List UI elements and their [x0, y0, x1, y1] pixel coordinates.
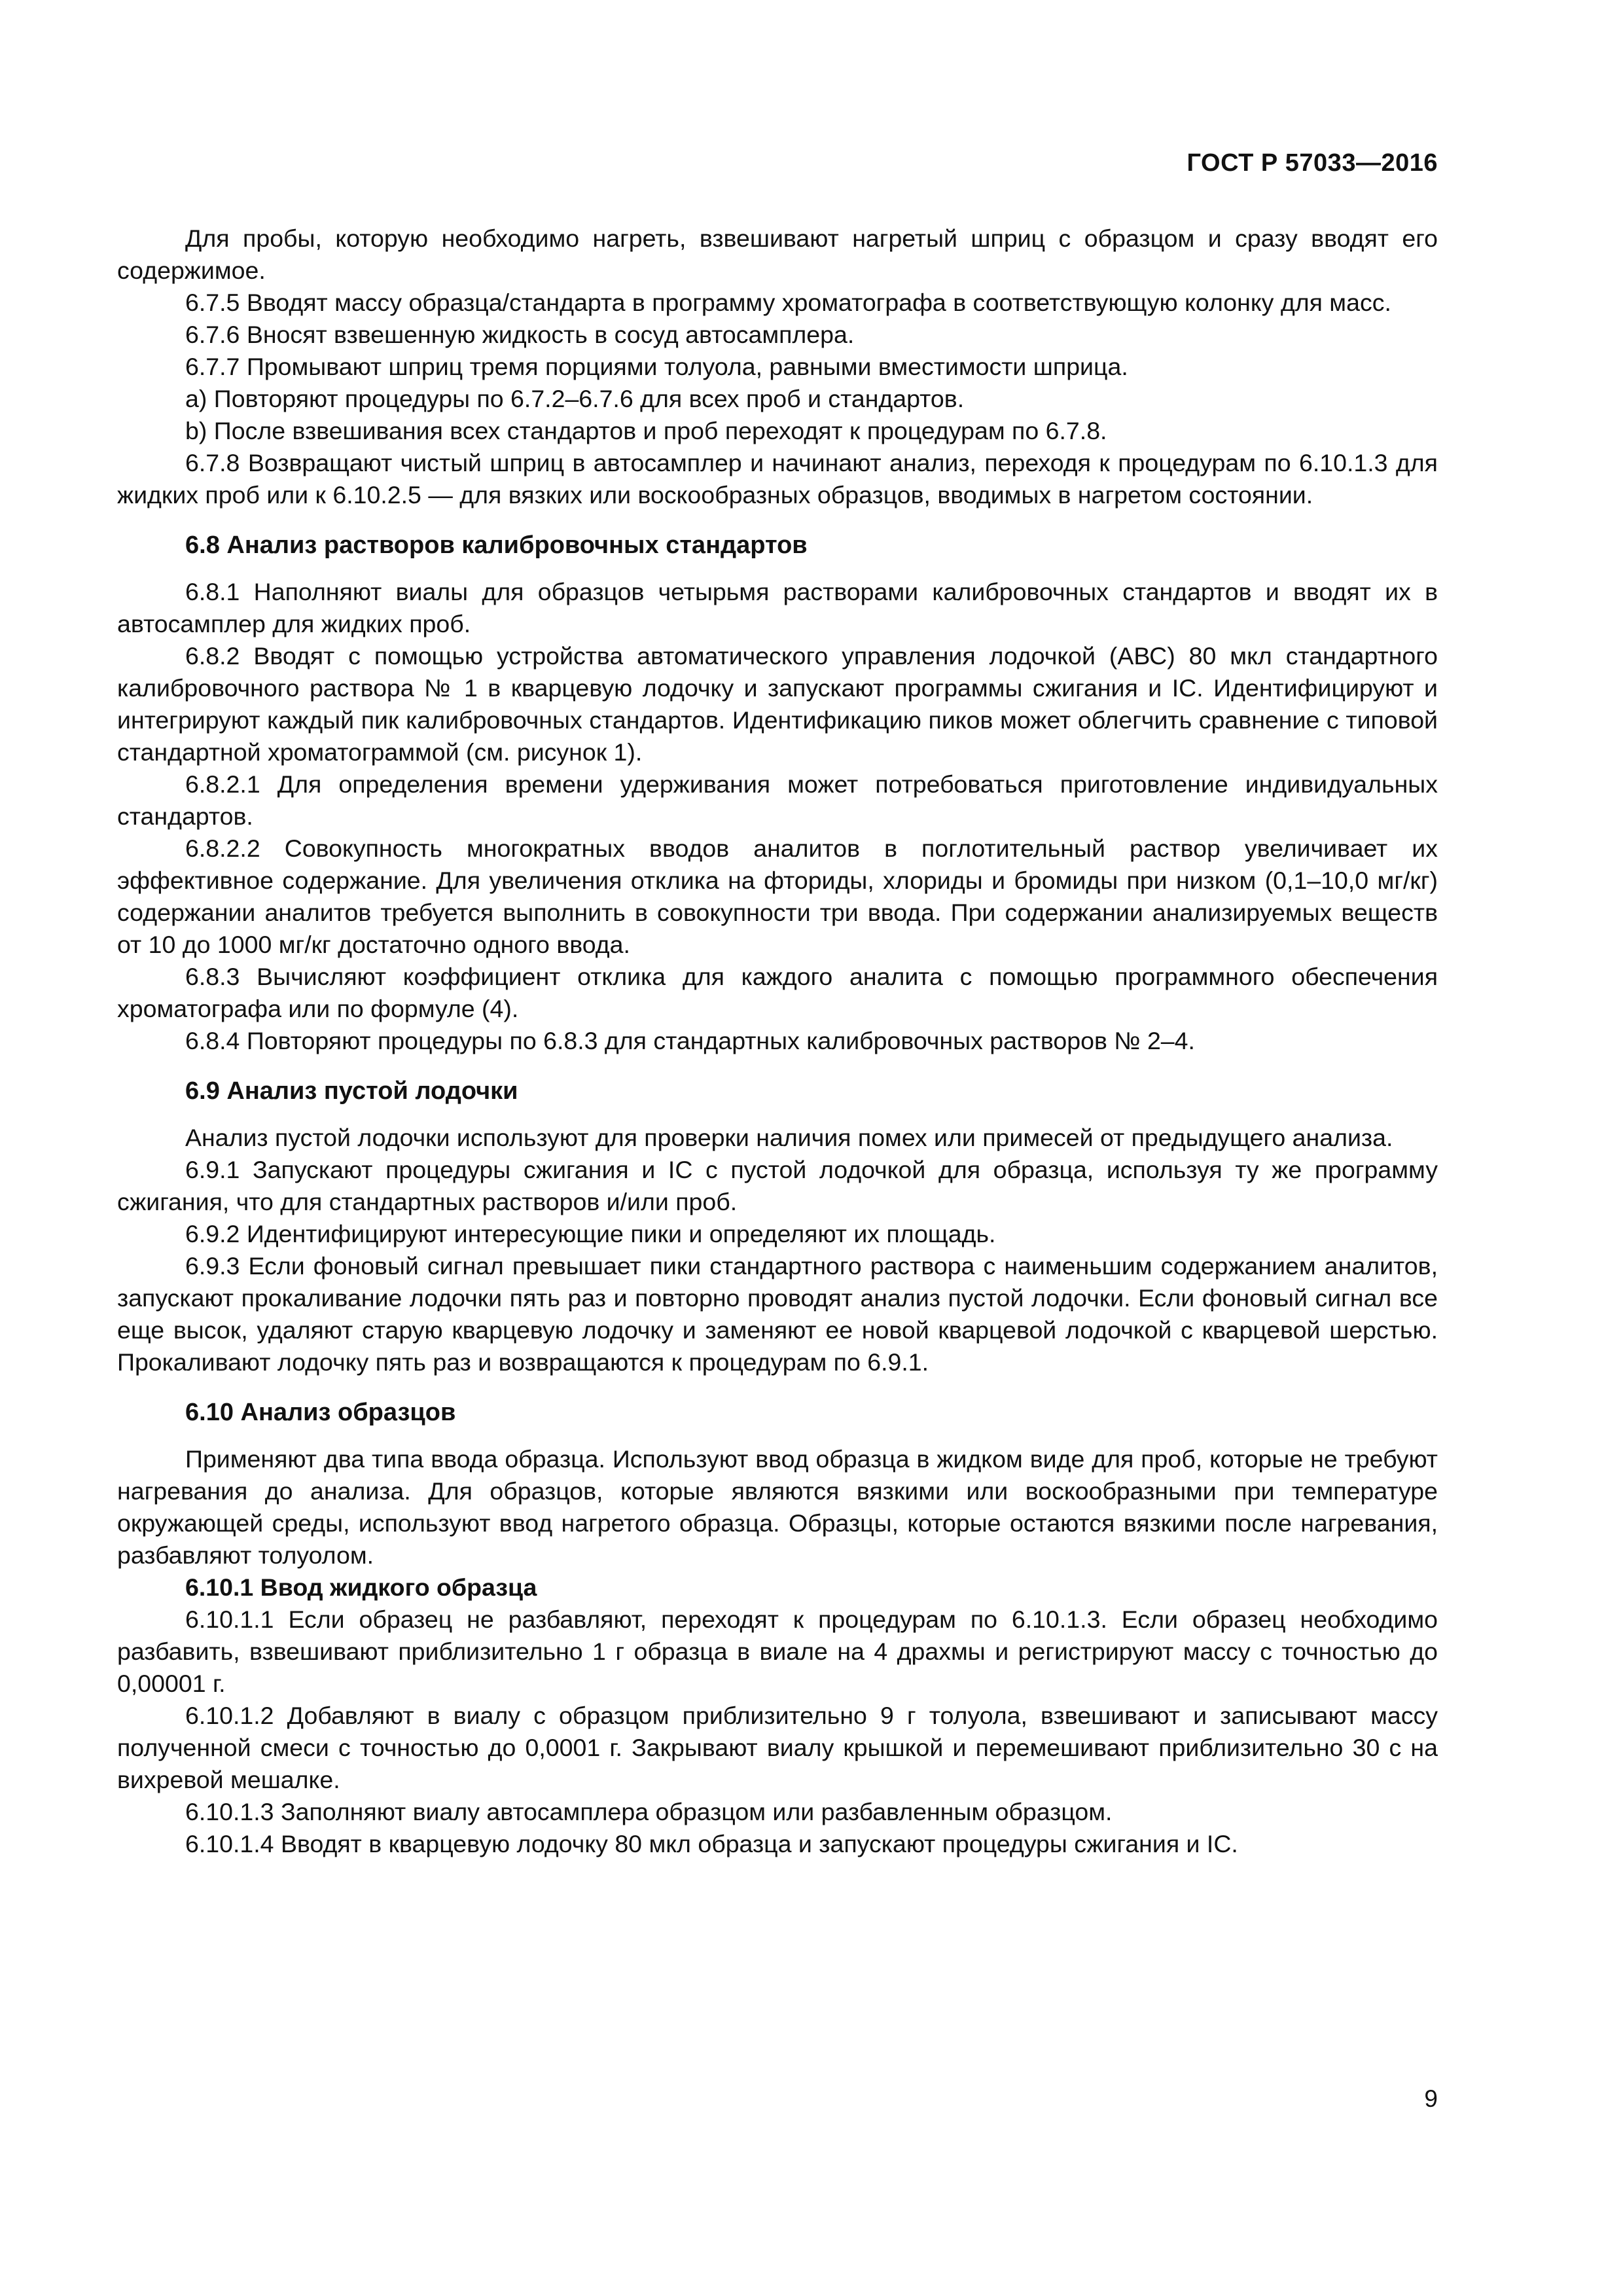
- paragraph: 6.9.3 Если фоновый сигнал превышает пики стандартного раствора с наименьшим содержанием аналитов, запускают прокаливание лодочки пять раз и повторно проводят анализ пустой лодочки. Если фоновый сигнал все еще высок, удаляют старую кварцевую лодочку и заменяют ее новой кварцевой лодочкой с кварцевой шерстью. Прокаливают лодочку пять раз и возвращаются к процедурам по 6.9.1.: [117, 1252, 1438, 1376]
- paragraph: 6.8.3 Вычисляют коэффициент отклика для каждого аналита с помощью программного обеспечения хроматографа или по формуле (4).: [117, 963, 1438, 1022]
- paragraph: 6.8.4 Повторяют процедуры по 6.8.3 для стандартных калибровочных растворов № 2–4.: [185, 1027, 1195, 1054]
- paragraph: 6.9.1 Запускают процедуры сжигания и IC с пустой лодочкой для образца, используя ту же программу сжигания, что для стандартных растворов и/или проб.: [117, 1156, 1438, 1215]
- paragraph: Анализ пустой лодочки используют для проверки наличия помех или примесей от предыдущего анализа.: [185, 1124, 1393, 1151]
- paragraph: 6.7.5 Вводят массу образца/стандарта в программу хроматографа в соответствующую колонку для масс.: [185, 289, 1391, 316]
- section-heading-6-8: 6.8 Анализ растворов калибровочных стандартов: [185, 531, 808, 559]
- paragraph: a) Повторяют процедуры по 6.7.2–6.7.6 для всех проб и стандартов.: [185, 385, 965, 412]
- section-heading-6-10: 6.10 Анализ образцов: [185, 1399, 456, 1426]
- paragraph: b) После взвешивания всех стандартов и проб переходят к процедурам по 6.7.8.: [185, 417, 1107, 444]
- paragraph: 6.8.2.2 Совокупность многократных вводов аналитов в поглотительный раствор увеличивает их эффективное содержание. Для увеличения отклика на фториды, хлориды и бромиды при низком (0,1–10,0 мг/кг) содержании аналитов требуется выполнить в совокупности три ввода. При содержании анализируемых веществ от 10 до 1000 мг/кг достаточно одного ввода.: [117, 834, 1438, 958]
- paragraph: Применяют два типа ввода образца. Используют ввод образца в жидком виде для проб, которые не требуют нагревания до анализа. Для образцов, которые являются вязкими или воскообразными при температуре окружающей среды, используют ввод нагретого образца. Образцы, которые остаются вязкими после нагревания, разбавляют толуолом.: [117, 1445, 1438, 1569]
- paragraph: 6.7.8 Возвращают чистый шприц в автосамплер и начинают анализ, переходя к процедурам по 6.10.1.3 для жидких проб или к 6.10.2.5 — для вязких или воскообразных образцов, вводимых в нагретом состоянии.: [117, 449, 1438, 509]
- paragraph: 6.8.2.1 Для определения времени удерживания может потребоваться приготовление индивидуальных стандартов.: [117, 770, 1438, 830]
- section-heading-6-9: 6.9 Анализ пустой лодочки: [185, 1077, 518, 1105]
- paragraph: 6.10.1.3 Заполняют виалу автосамплера образцом или разбавленным образцом.: [185, 1798, 1113, 1825]
- subsection-heading-6-10-1: 6.10.1 Ввод жидкого образца: [185, 1573, 537, 1601]
- paragraph: 6.10.1.1 Если образец не разбавляют, переходят к процедурам по 6.10.1.3. Если образец необходимо разбавить, взвешивают приблизительно 1 г образца в виале на 4 драхмы и регистрируют массу с точностью до 0,00001 г.: [117, 1605, 1438, 1697]
- document-body: [117, 223, 1438, 1860]
- paragraph: Для пробы, которую необходимо нагреть, взвешивают нагретый шприц с образцом и сразу вводят его содержимое.: [117, 224, 1438, 284]
- paragraph: 6.7.6 Вносят взвешенную жидкость в сосуд автосамплера.: [185, 321, 855, 348]
- paragraph: 6.8.1 Наполняют виалы для образцов четырьмя растворами калибровочных стандартов и вводят их в автосамплер для жидких проб.: [117, 578, 1438, 637]
- paragraph: 6.7.7 Промывают шприц тремя порциями толуола, равными вместимости шприца.: [185, 353, 1128, 380]
- document-code-header: ГОСТ Р 57033—2016: [1186, 149, 1438, 177]
- paragraph: 6.8.2 Вводят с помощью устройства автоматического управления лодочкой (АВС) 80 мкл стандартного калибровочного раствора № 1 в кварцевую лодочку и запускают программы сжигания и IC. Идентифицируют и интегрируют каждый пик калибровочных стандартов. Идентификацию пиков может облегчить сравнение с типовой стандартной хроматограммой (см. рисунок 1).: [117, 642, 1438, 766]
- page-number: 9: [1424, 2085, 1438, 2112]
- paragraph: 6.10.1.2 Добавляют в виалу с образцом приблизительно 9 г толуола, взвешивают и записывают массу полученной смеси с точностью до 0,0001 г. Закрывают виалу крышкой и перемешивают приблизительно 30 с на вихревой мешалке.: [117, 1702, 1438, 1793]
- paragraph: 6.9.2 Идентифицируют интересующие пики и определяют их площадь.: [185, 1220, 996, 1247]
- paragraph: 6.10.1.4 Вводят в кварцевую лодочку 80 мкл образца и запускают процедуры сжигания и IC.: [185, 1830, 1238, 1857]
